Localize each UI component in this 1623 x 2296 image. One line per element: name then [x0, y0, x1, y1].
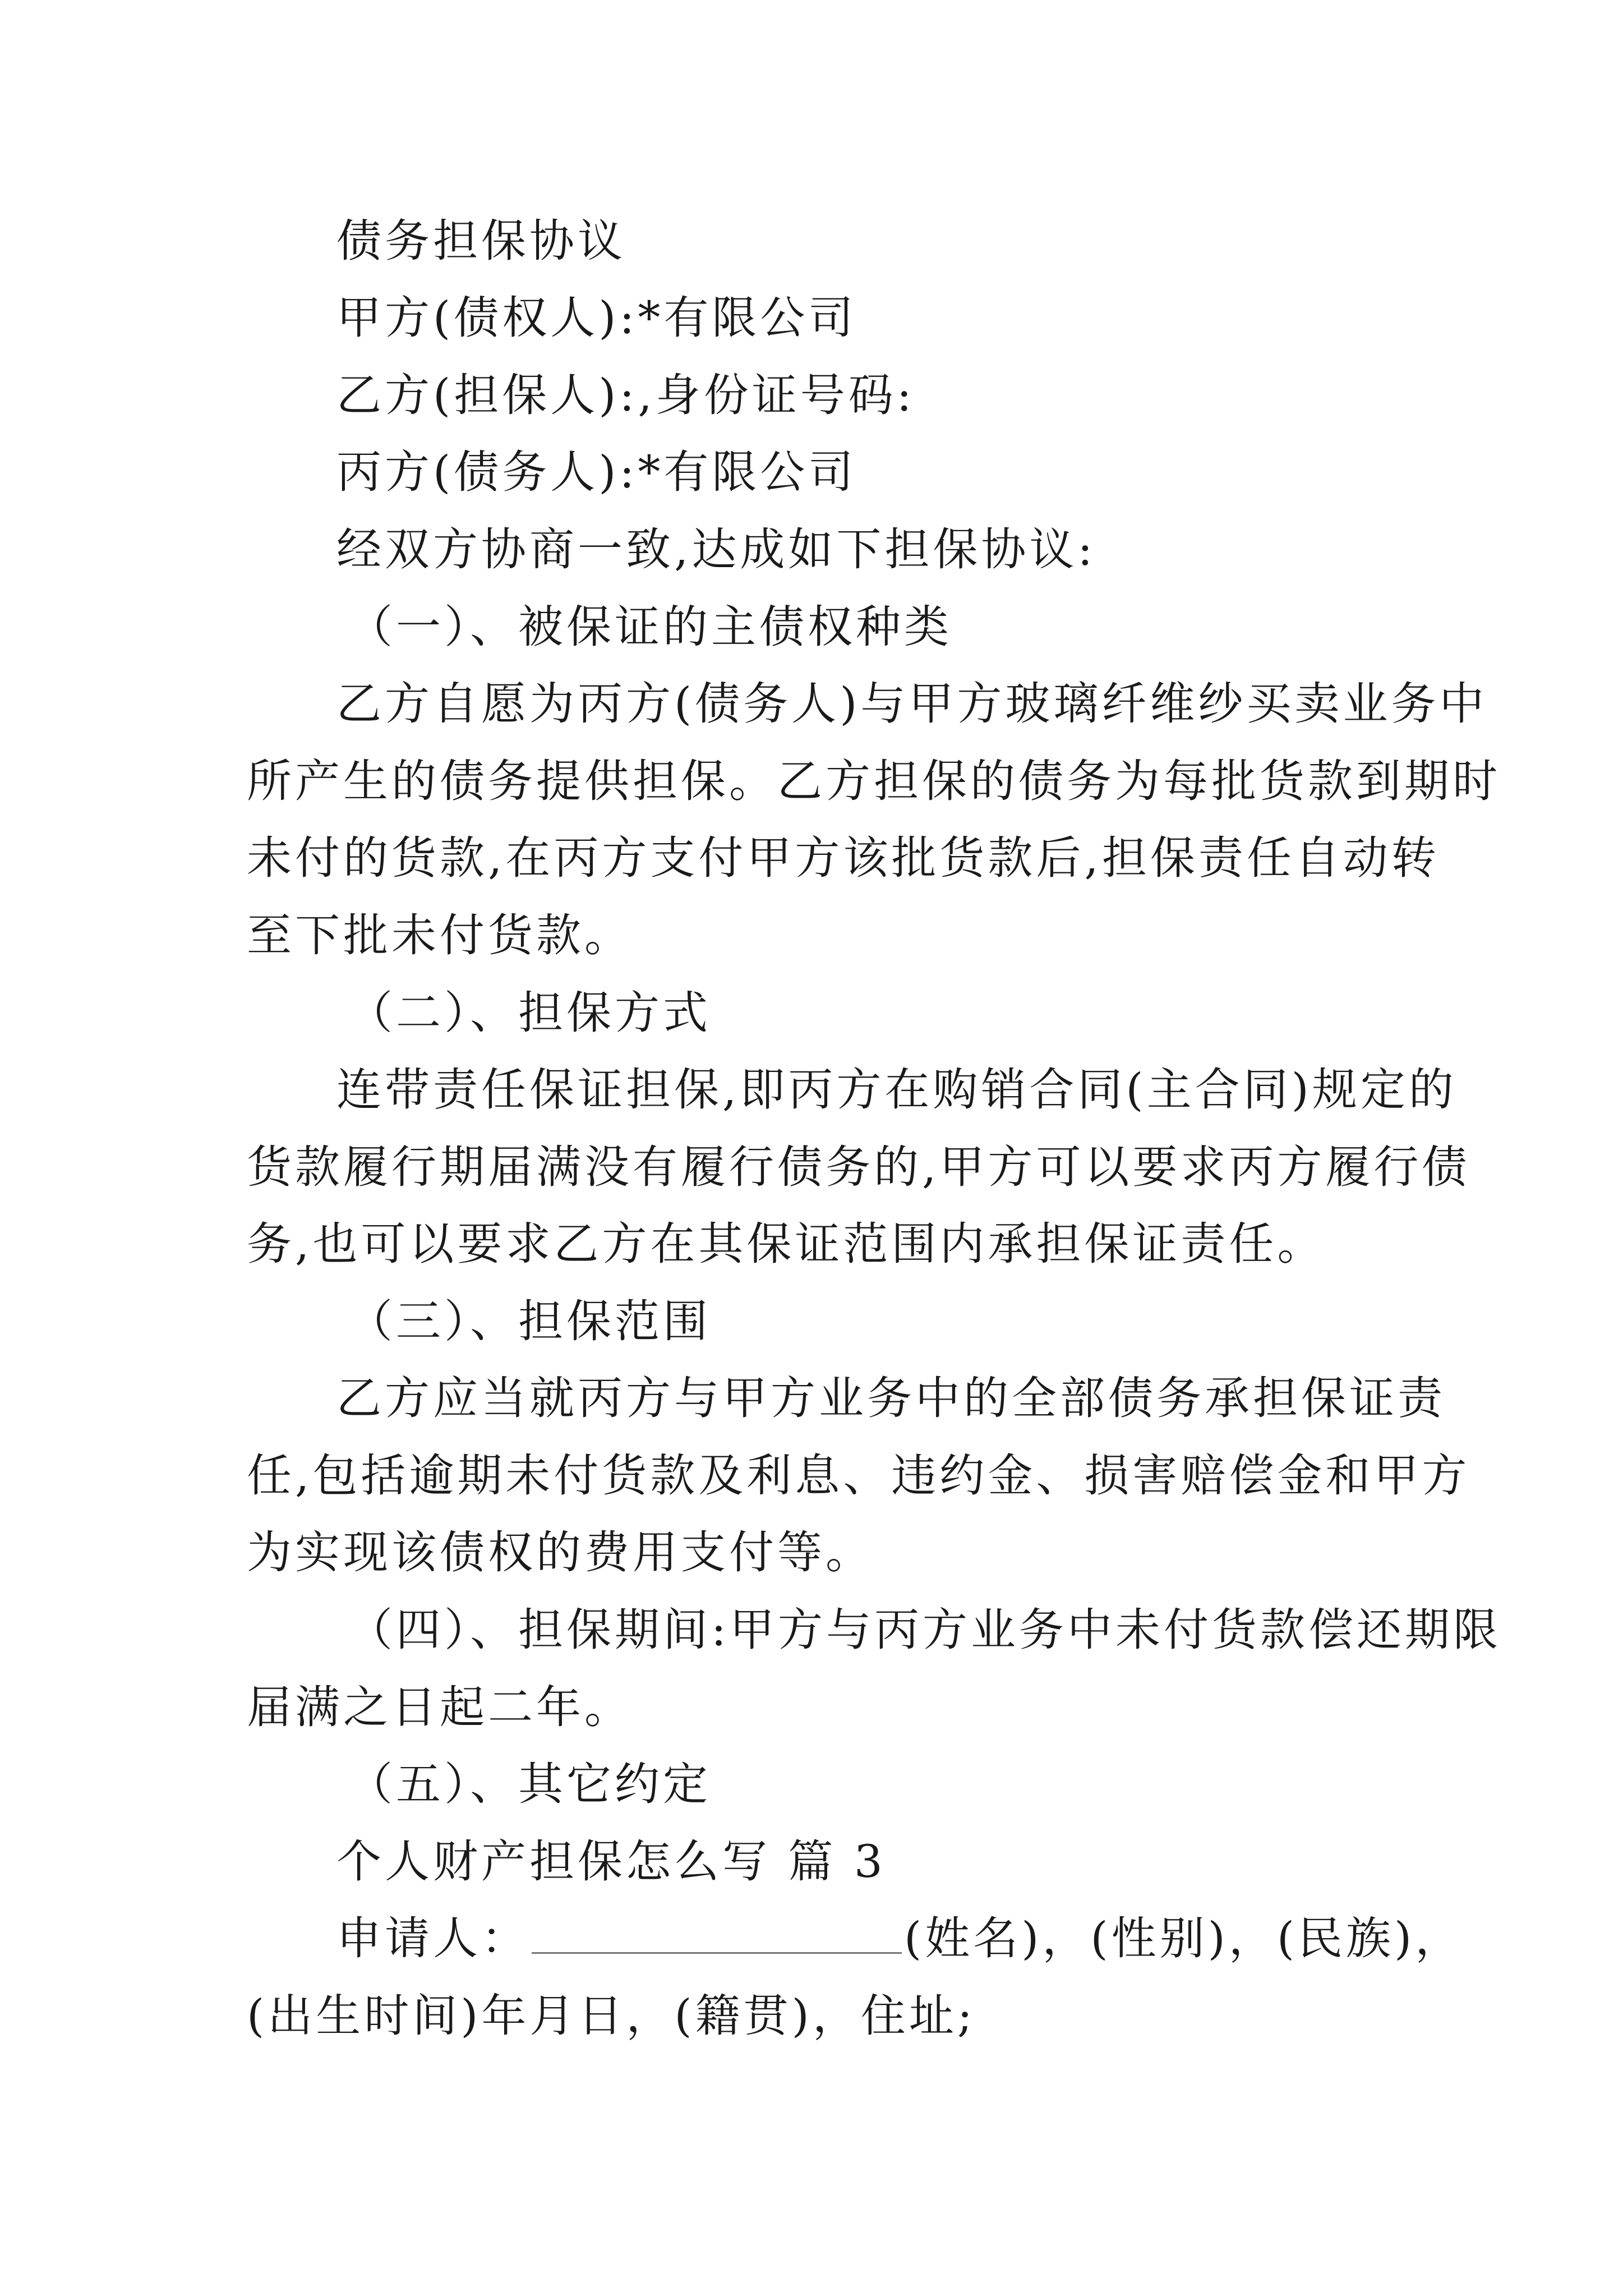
section-1-line-4: 至下批未付货款。: [247, 909, 633, 961]
section-1-line-1: 乙方自愿为丙方(债务人)与甲方玻璃纤维纱买卖业务中: [336, 678, 1488, 730]
party-a-line: 甲方(债权人):*有限公司: [336, 292, 857, 344]
intro-line: 经双方协商一致,达成如下担保协议:: [336, 523, 1096, 576]
section-2-line-3: 务,也可以要求乙方在其保证范围内承担保证责任。: [247, 1218, 1326, 1270]
applicant-line-1: [336, 1911, 1463, 1967]
section-1-line-3: 未付的货款,在丙方支付甲方该批货款后,担保责任自动转: [247, 832, 1440, 884]
applicant-label: 申请人：: [336, 1912, 529, 1964]
party-c-line: 丙方(债务人):*有限公司: [336, 446, 857, 498]
section-2-title: （二）、担保方式: [348, 987, 711, 1039]
section-3-line-1: 乙方应当就丙方与甲方业务中的全部债务承担保证责: [336, 1372, 1446, 1424]
section-4-line-1: （四）、担保期间:甲方与丙方业务中未付货款偿还期限: [348, 1604, 1501, 1656]
section-4-line-2: 届满之日起二年。: [247, 1681, 633, 1733]
section-2-line-2: 货款履行期届满没有履行债务的,甲方可以要求丙方履行债: [247, 1141, 1470, 1193]
section-3-line-2: 任,包括逾期未付货款及利息、违约金、损害赔偿金和甲方: [247, 1450, 1470, 1502]
section-1-title: （一）、被保证的主债权种类: [348, 601, 952, 653]
applicant-fields: (姓名)，(性别)，(民族)，: [904, 1912, 1464, 1964]
document-title: 债务担保协议: [336, 215, 626, 267]
section-5-title: （五）、其它约定: [348, 1758, 711, 1810]
section-3-title: （三）、担保范围: [348, 1295, 711, 1347]
heading-part-3: 个人财产担保怎么写 篇 3: [336, 1835, 886, 1888]
section-2-line-1: 连带责任保证担保,即丙方在购销合同(主合同)规定的: [336, 1064, 1457, 1116]
section-1-line-2: 所产生的债务提供担保。乙方担保的债务为每批货款到期时: [247, 755, 1501, 807]
name-fill-blank[interactable]: [532, 1918, 902, 1954]
party-b-line: 乙方(担保人):,身份证号码:: [336, 369, 915, 421]
applicant-line-2: (出生时间)年月日，(籍贯)，住址;: [247, 1990, 976, 2042]
section-3-line-3: 为实现该债权的费用支付等。: [247, 1526, 874, 1579]
